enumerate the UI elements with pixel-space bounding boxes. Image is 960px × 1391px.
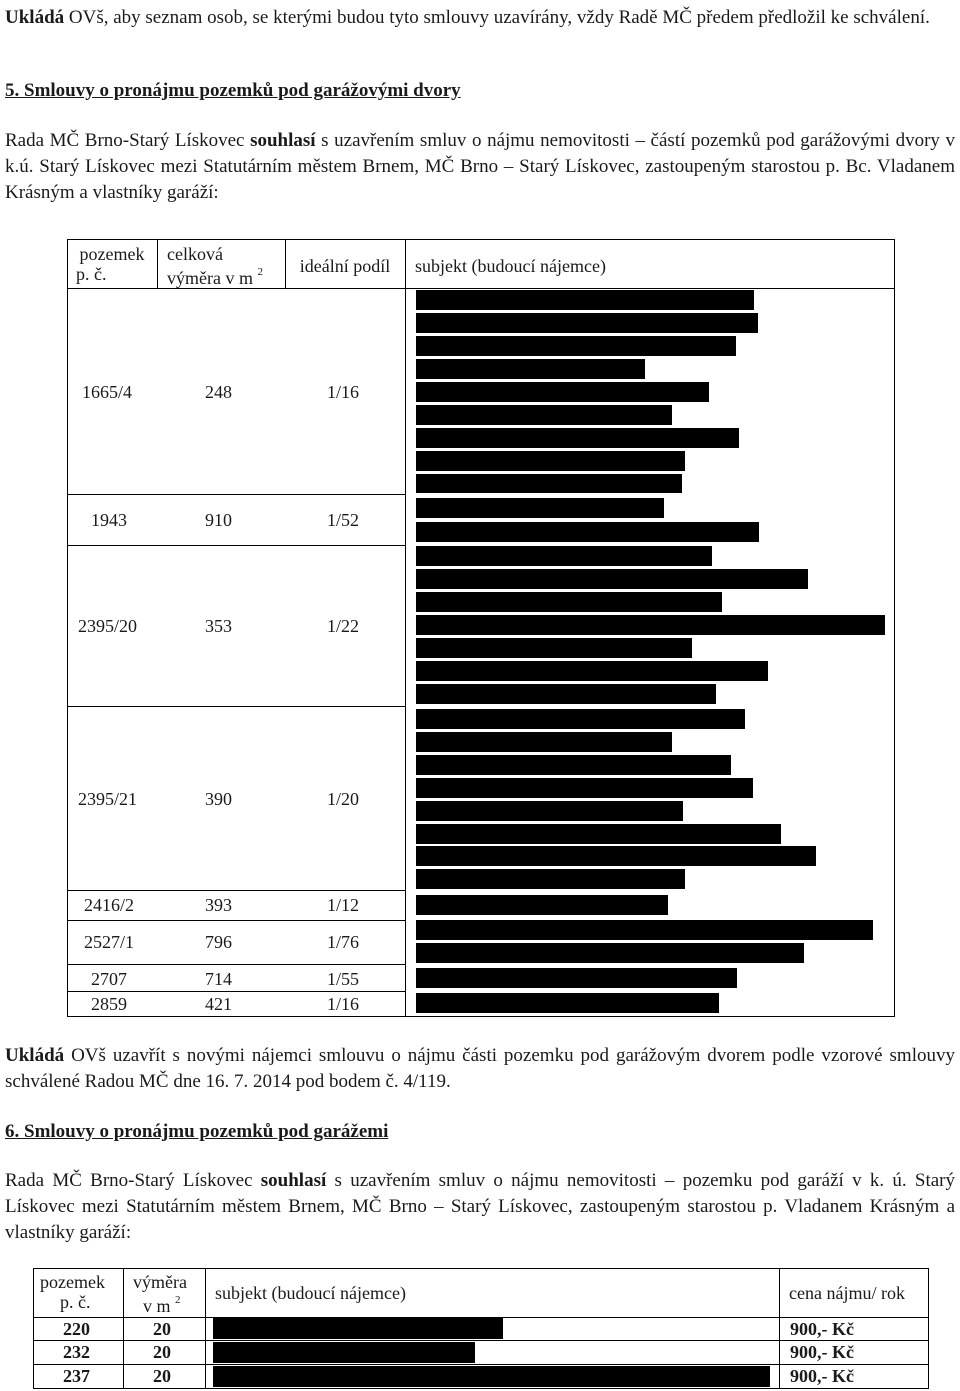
row-parcel: 1943 [91,510,127,530]
section6-heading: 6. Smlouvy o pronájmu pozemků pod garážemi [5,1121,389,1142]
row-share: 1/52 [327,510,360,530]
row-share: 1/16 [327,382,360,402]
section6-para-bold: souhlasí [260,1170,327,1191]
row-parcel: 2395/20 [78,616,138,636]
row-area: 248 [205,382,232,402]
header-subject: subjekt (budoucí nájemce) [415,256,606,276]
header-parcel-line2: p. č. [76,264,107,284]
header-parcel-line1: pozemek [79,244,145,264]
row-price: 900,- Kč [790,1342,854,1362]
row-area: 796 [205,932,232,952]
intro-bold: Ukládá [5,7,65,28]
redaction-bar [213,1318,503,1339]
header-area-sup: 2 [175,1294,181,1306]
row-price: 900,- Kč [790,1366,854,1386]
row-parcel: 2527/1 [84,932,135,952]
section5-para-bold: souhlasí [250,130,316,151]
row-parcel: 2416/2 [84,895,135,915]
header-subject: subjekt (budoucí nájemce) [215,1283,406,1303]
row-parcel: 1665/4 [82,382,133,402]
header-area-line2: v m [143,1296,171,1316]
row-parcel: 2395/21 [78,789,138,809]
row-price: 900,- Kč [790,1319,854,1339]
redaction-bar [213,1342,475,1363]
row-area: 390 [205,789,232,809]
row-share: 1/76 [327,932,360,952]
row-area: 20 [153,1366,171,1386]
row-area: 910 [205,510,232,530]
header-price: cena nájmu/ rok [789,1283,905,1303]
row-area: 421 [205,994,232,1014]
header-area-line1: výměra [133,1272,187,1292]
header-parcel-line2: p. č. [60,1292,91,1312]
header-area-line2: výměra v m [167,268,253,288]
row-share: 1/20 [327,789,360,809]
row-area: 20 [153,1342,171,1362]
section6-para-a: Rada MČ Brno-Starý Lískovec [5,1170,261,1191]
row-area: 353 [205,616,232,636]
header-area-line1: celková [167,244,223,264]
redaction-bar [213,1366,770,1387]
row-share: 1/16 [327,994,360,1014]
header-parcel-line1: pozemek [40,1272,105,1292]
section5-heading: 5. Smlouvy o pronájmu pozemků pod garážovými dvory [5,80,461,101]
section6-para-b: s uzavřením smluv o nájmu nemovitosti – pozemku pod garáží v k. ú. Starý Lískovec mezi Statutárním městem Brnem, MČ Brno – Starý Lískovec, zastoupeným starostou p. Vladanem Krásným a vlastníky garáží: [5,1170,955,1243]
row-parcel: 2707 [91,969,127,989]
row-parcel: 232 [63,1342,90,1362]
section5-para-a: Rada MČ Brno-Starý Lískovec [5,130,251,151]
row-area: 393 [205,895,232,915]
row-area: 20 [153,1319,171,1339]
row-share: 1/22 [327,616,360,636]
row-parcel: 2859 [91,994,127,1014]
section5-para-b: s uzavřením smluv o nájmu nemovitosti – částí pozemků pod garážovými dvory v k.ú. Starý Lískovec mezi Statutárním městem Brnem, MČ Brno – Starý Lískovec, zastoupeným starostou p. Bc. Vladanem Krásným a vlastníky garáží: [5,130,956,203]
header-parcel [40,1272,122,1312]
header-share: ideální podíl [299,256,391,276]
row-parcel: 237 [63,1366,90,1386]
section5-after-bold: Ukládá [5,1045,65,1066]
intro-text: OVš, aby seznam osob, se kterými budou tyto smlouvy uzavírány, vždy Radě MČ předem předložil ke schválení. [64,7,930,28]
row-share: 1/55 [327,969,360,989]
row-area: 714 [205,969,232,989]
row-share: 1/12 [327,895,360,915]
row-parcel: 220 [63,1319,90,1339]
header-area [133,1272,205,1316]
header-area-sup: 2 [257,266,263,278]
section5-after-text: OVš uzavřít s novými nájemci smlouvu o nájmu části pozemku pod garážovým dvorem podle vzorové smlouvy schválené Radou MČ dne 16. 7. 2014 pod bodem č. 4/119. [5,1045,955,1092]
